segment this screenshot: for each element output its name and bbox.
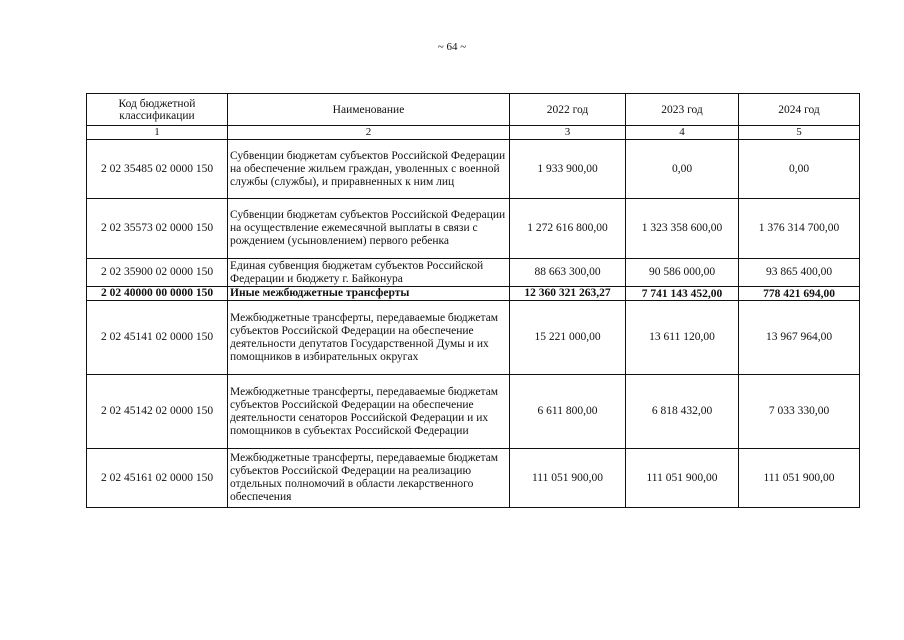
- table-row: [87, 259, 860, 287]
- amount-2023-cell: 1 323 358 600,00: [626, 199, 739, 259]
- table-row: [87, 199, 860, 259]
- name-cell: Единая субвенция бюджетам субъектов Российской Федерации и бюджету г. Байконура: [228, 259, 510, 287]
- header-code: Код бюджетной классификации: [87, 94, 228, 126]
- name-cell: Межбюджетные трансферты, передаваемые бюджетам субъектов Российской Федерации на обеспечение деятельности депутатов Государственной Думы и их помощников в избирательных округах: [228, 301, 510, 375]
- table-row: [87, 287, 860, 301]
- amount-2022-cell: 111 051 900,00: [510, 449, 626, 508]
- name-cell: Иные межбюджетные трансферты: [228, 287, 510, 301]
- amount-2024-cell: 7 033 330,00: [739, 375, 860, 449]
- column-number: 4: [626, 126, 739, 140]
- header-2022: 2022 год: [510, 94, 626, 126]
- table-row: [87, 449, 860, 508]
- budget-code-cell: 2 02 35485 02 0000 150: [87, 140, 228, 199]
- page-number: ~ 64 ~: [437, 41, 467, 53]
- amount-2022-cell: 12 360 321 263,27: [510, 287, 626, 301]
- amount-2022-cell: 88 663 300,00: [510, 259, 626, 287]
- amount-2023-cell: 111 051 900,00: [626, 449, 739, 508]
- column-number: 2: [228, 126, 510, 140]
- amount-2024-cell: 93 865 400,00: [739, 259, 860, 287]
- amount-2024-cell: 13 967 964,00: [739, 301, 860, 375]
- name-cell: Субвенции бюджетам субъектов Российской Федерации на осуществление ежемесячной выплаты в связи с рождением (усыновлением) первого ребенка: [228, 199, 510, 259]
- name-cell: Субвенции бюджетам субъектов Российской Федерации на обеспечение жильем граждан, уволенных с военной службы (службы), и приравненных к ним лиц: [228, 140, 510, 199]
- amount-2024-cell: 111 051 900,00: [739, 449, 860, 508]
- amount-2023-cell: 90 586 000,00: [626, 259, 739, 287]
- amount-2023-cell: 0,00: [626, 140, 739, 199]
- table-row: [87, 140, 860, 199]
- budget-code-cell: 2 02 45142 02 0000 150: [87, 375, 228, 449]
- column-number: 5: [739, 126, 860, 140]
- amount-2023-cell: 6 818 432,00: [626, 375, 739, 449]
- amount-2024-cell: 1 376 314 700,00: [739, 199, 860, 259]
- budget-code-cell: 2 02 40000 00 0000 150: [87, 287, 228, 301]
- amount-2022-cell: 15 221 000,00: [510, 301, 626, 375]
- header-name: Наименование: [228, 94, 510, 126]
- name-cell: Межбюджетные трансферты, передаваемые бюджетам субъектов Российской Федерации на обеспечение деятельности сенаторов Российской Федерации и их помощников в субъектах Российской Федерации: [228, 375, 510, 449]
- header-2024: 2024 год: [739, 94, 860, 126]
- amount-2023-cell: 13 611 120,00: [626, 301, 739, 375]
- amount-2023-cell: 7 741 143 452,00: [626, 287, 739, 301]
- header-row: [87, 94, 860, 126]
- table-row: [87, 301, 860, 375]
- budget-table: [86, 93, 860, 508]
- budget-code-cell: 2 02 45161 02 0000 150: [87, 449, 228, 508]
- budget-code-cell: 2 02 45141 02 0000 150: [87, 301, 228, 375]
- amount-2024-cell: 778 421 694,00: [739, 287, 860, 301]
- header-2023: 2023 год: [626, 94, 739, 126]
- budget-code-cell: 2 02 35573 02 0000 150: [87, 199, 228, 259]
- budget-code-cell: 2 02 35900 02 0000 150: [87, 259, 228, 287]
- column-number-row: [87, 126, 860, 140]
- column-number: 1: [87, 126, 228, 140]
- name-cell: Межбюджетные трансферты, передаваемые бюджетам субъектов Российской Федерации на реализацию отдельных полномочий в области лекарственного обеспечения: [228, 449, 510, 508]
- amount-2022-cell: 1 933 900,00: [510, 140, 626, 199]
- table-row: [87, 375, 860, 449]
- amount-2022-cell: 1 272 616 800,00: [510, 199, 626, 259]
- amount-2024-cell: 0,00: [739, 140, 860, 199]
- amount-2022-cell: 6 611 800,00: [510, 375, 626, 449]
- column-number: 3: [510, 126, 626, 140]
